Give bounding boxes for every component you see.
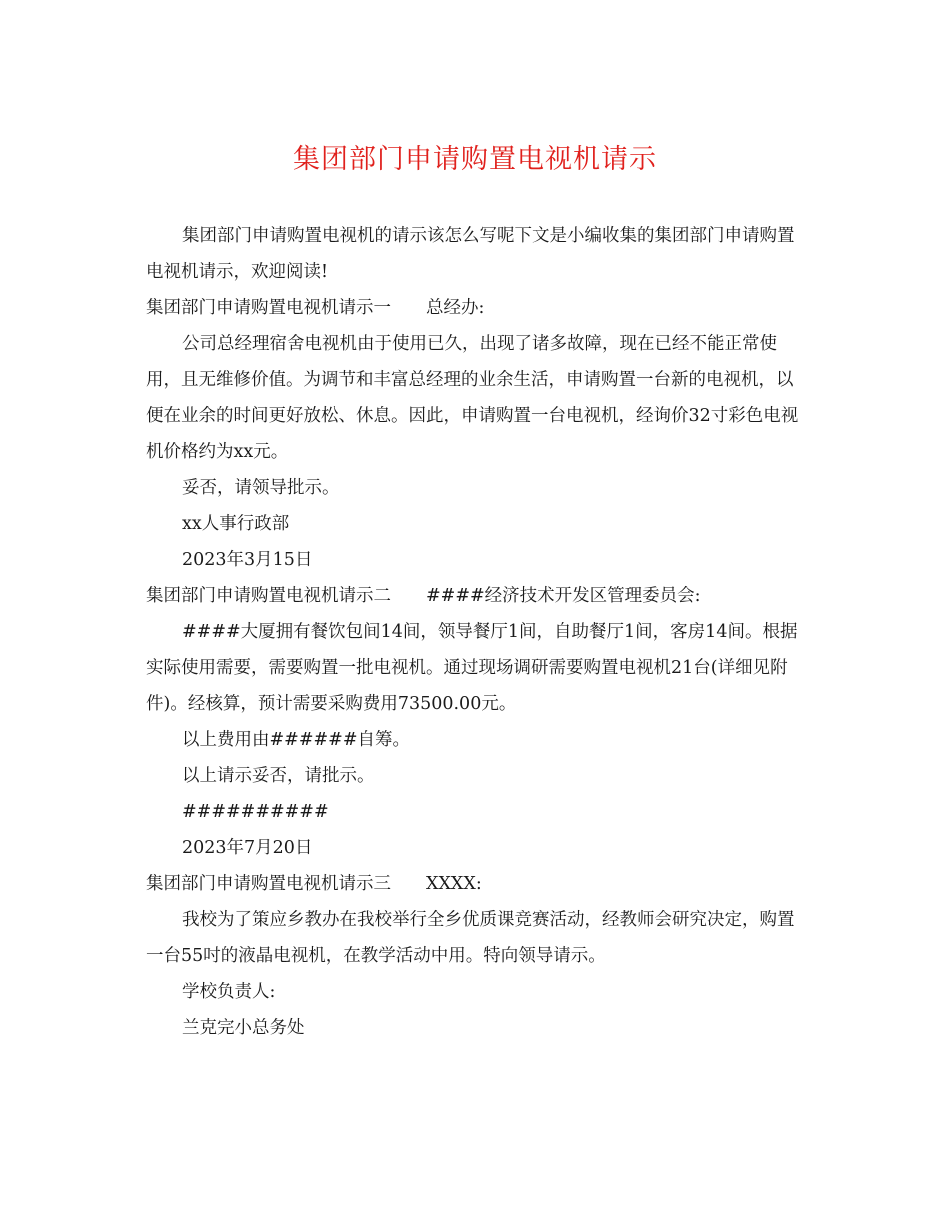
section3-signer: 兰克完小总务处 — [182, 1018, 305, 1038]
document-title: 集团部门申请购置电视机请示 — [293, 144, 657, 175]
intro-paragraph: 集团部门申请购置电视机的请示该怎么写呢下文是小编收集的集团部门申请购置电视机请示，欢迎阅读! — [146, 226, 795, 282]
section2-funding: 以上费用由######自筹。 — [182, 730, 410, 750]
section2-body: ####大厦拥有餐饮包间14间，领导餐厅1间，自助餐厅1间，客房14间。根据实际使用需要，需要购置一批电视机。通过现场调研需要购置电视机21台(详细见附件)。经核算，预计需要采购费用73500.00元。 — [146, 622, 798, 714]
document-body — [146, 218, 806, 1046]
section1-date: 2023年3月15日 — [182, 550, 313, 570]
section1-heading: 集团部门申请购置电视机请示一 总经办: — [146, 298, 485, 318]
section2-heading: 集团部门申请购置电视机请示二 ####经济技术开发区管理委员会: — [146, 586, 701, 606]
section1-signer: xx人事行政部 — [182, 514, 290, 534]
section2-closing: 以上请示妥否，请批示。 — [182, 766, 375, 786]
section3-body: 我校为了策应乡教办在我校举行全乡优质课竞赛活动，经教师会研究决定，购置一台55吋的液晶电视机，在教学活动中用。特向领导请示。 — [146, 910, 795, 966]
section1-body: 公司总经理宿舍电视机由于使用已久，出现了诸多故障，现在已经不能正常使用，且无维修价值。为调节和丰富总经理的业余生活，申请购置一台新的电视机，以便在业余的时间更好放松、休息。因此，申请购置一台电视机，经询价32寸彩色电视机价格约为xx元。 — [146, 334, 799, 462]
section2-signer: ########## — [182, 802, 329, 822]
section2-date: 2023年7月20日 — [182, 838, 313, 858]
section1-closing: 妥否，请领导批示。 — [182, 478, 340, 498]
section3-responsible: 学校负责人: — [182, 982, 276, 1002]
section3-heading: 集团部门申请购置电视机请示三 XXXX: — [146, 874, 482, 894]
